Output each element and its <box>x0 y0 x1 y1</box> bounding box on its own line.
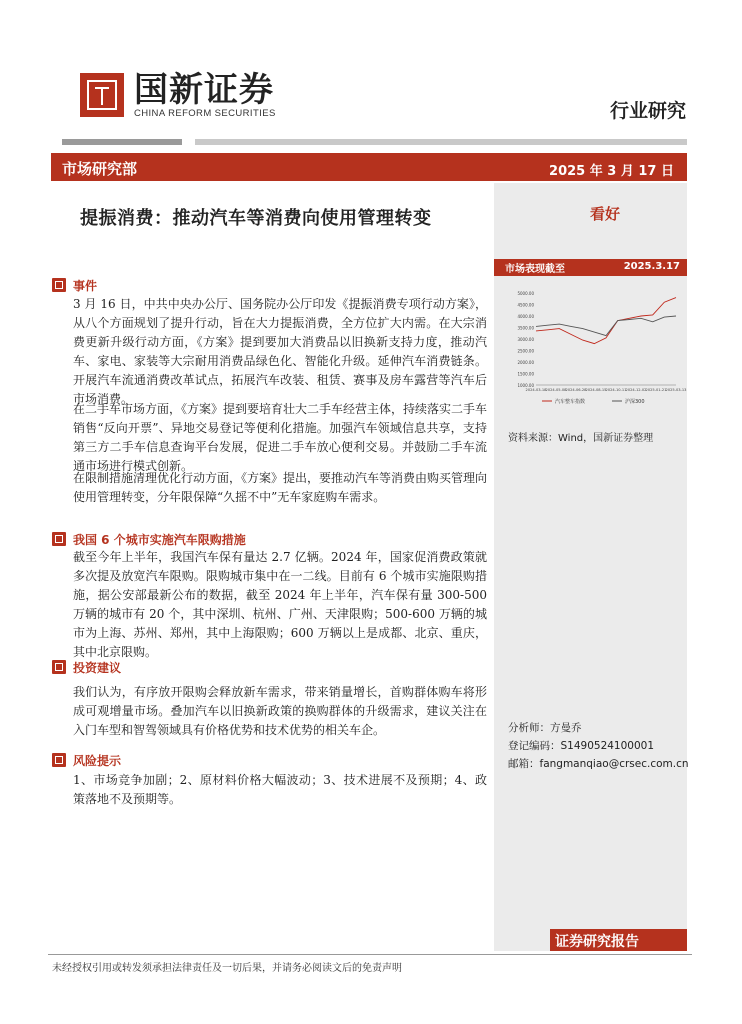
y-tick-label: 4500.00 <box>517 302 534 308</box>
company-name-en: CHINA REFORM SECURITIES <box>134 108 276 119</box>
analyst-email[interactable]: 邮箱：fangmanqiao@crsec.com.cn <box>508 758 689 770</box>
section-icon <box>52 660 66 674</box>
analyst-name: 分析师：方曼乔 <box>508 722 582 734</box>
company-name: 国新证券 <box>134 70 274 110</box>
event-paragraph-2: 在二手车市场方面，《方案》提到要培育壮大二手车经营主体，持续落实二手车销售“反向开票”、异地交易登记等便利化措施。加强汽车领域信息共享，支持第三方二手车信息查询平台发展，促进二手车放心便利交易。并鼓励二手车流通市场进行模式创新。 <box>73 402 488 473</box>
x-tick-label: 2025-01-21 <box>645 388 667 392</box>
report-date: 2025 年 3 月 17 日 <box>549 164 674 179</box>
header-divider-dark <box>62 139 182 145</box>
x-tick-label: 2024-05-08 <box>545 388 567 392</box>
department-name: 市场研究部 <box>62 160 138 178</box>
x-tick-label: 2024-03-18 <box>525 388 547 392</box>
analyst-info <box>508 719 689 773</box>
company-logo-icon <box>80 73 124 117</box>
legend-label: 汽车整车指数 <box>555 399 586 405</box>
performance-label: 市场表现截至 <box>505 264 565 275</box>
report-type: 行业研究 <box>609 100 686 122</box>
y-tick-label: 1500.00 <box>517 371 534 377</box>
footer-divider <box>48 954 692 955</box>
risk-paragraph: 1、市场竞争加剧；2、原材料价格大幅波动；3、技术进展不及预期；4、政策落地不及预期等。 <box>73 773 487 806</box>
event-paragraph-1: 3 月 16 日，中共中央办公厅、国务院办公厅印发《提振消费专项行动方案》，从八个方面规划了提升行动，旨在大力提振消费，全方位扩大内需。在大宗消费更新升级行动方面，《方案》提到要加大消费品以旧换新支持力度，推动汽车、家电、家装等大宗耐用消费品绿色化、智能化升级。延伸汽车消费链条。开展汽车流通消费改革试点，拓展汽车改装、租赁、赛事及房车露营等汽车后市场消费。 <box>73 297 487 406</box>
x-tick-label: 2024-08-15 <box>585 388 607 392</box>
x-tick-label: 2024-12-02 <box>625 388 647 392</box>
event-paragraph-3: 在限制措施清理优化行动方面，《方案》提出，要推动汽车等消费由购买管理向使用管理转变，分年限保障“久摇不中”无车家庭购车需求。 <box>73 471 488 504</box>
section-icon <box>52 753 66 767</box>
series-line-1 <box>536 316 676 336</box>
x-tick-label: 2025-03-13 <box>665 388 687 392</box>
disclaimer: 未经授权引用或转发须承担法律责任及一切后果，并请务必阅读文后的免责声明 <box>52 963 402 974</box>
chart-source: 资料来源：Wind，国新证券整理 <box>508 433 654 444</box>
header-divider-light <box>195 139 687 145</box>
section-icon <box>52 532 66 546</box>
analyst-registration: 登记编码：S1490524100001 <box>508 740 655 752</box>
y-tick-label: 3500.00 <box>517 325 534 331</box>
restrictions-paragraph: 截至今年上半年，我国汽车保有量达 2.7 亿辆。2024 年，国家促消费政策就多次提及放宽汽车限购。限购城市集中在一二线。目前有 6 个城市实施限购措施，据公安部最新公布的数据，截至 2024 年上半年，汽车保有量 300-500 万辆的城市有 20 个，其中深圳、杭州、广州、天津限购；500-600 万辆的城市为上海、苏州、郑州，其中上海限购；600 万辆以上是成都、北京、重庆，其中北京限购。 <box>73 550 487 659</box>
y-tick-label: 2000.00 <box>517 360 534 365</box>
y-tick-label: 2500.00 <box>517 348 534 354</box>
investment-paragraph: 我们认为，有序放开限购会释放新车需求，带来销量增长，首购群体购车将形成可观增量市场。叠加汽车以旧换新政策的换购群体的升级需求，建议关注在入门车型和智驾领域具有价格优势和技术优势的相关车企。 <box>73 685 487 737</box>
y-tick-label: 5000.00 <box>517 291 534 296</box>
market-performance-chart <box>500 285 687 410</box>
rating-badge: 看好 <box>590 205 621 223</box>
report-label: 证券研究报告 <box>555 934 639 950</box>
report-title: 提振消费：推动汽车等消费向使用管理转变 <box>80 208 432 229</box>
y-tick-label: 3000.00 <box>517 337 534 342</box>
y-tick-label: 4000.00 <box>517 314 534 319</box>
section-icon <box>52 278 66 292</box>
performance-date: 2025.3.17 <box>623 261 680 272</box>
y-tick-label: 1000.00 <box>517 383 534 388</box>
x-tick-label: 2024-10-11 <box>605 388 627 392</box>
x-tick-label: 2024-06-28 <box>565 388 587 392</box>
legend-label: 沪深300 <box>625 399 645 405</box>
